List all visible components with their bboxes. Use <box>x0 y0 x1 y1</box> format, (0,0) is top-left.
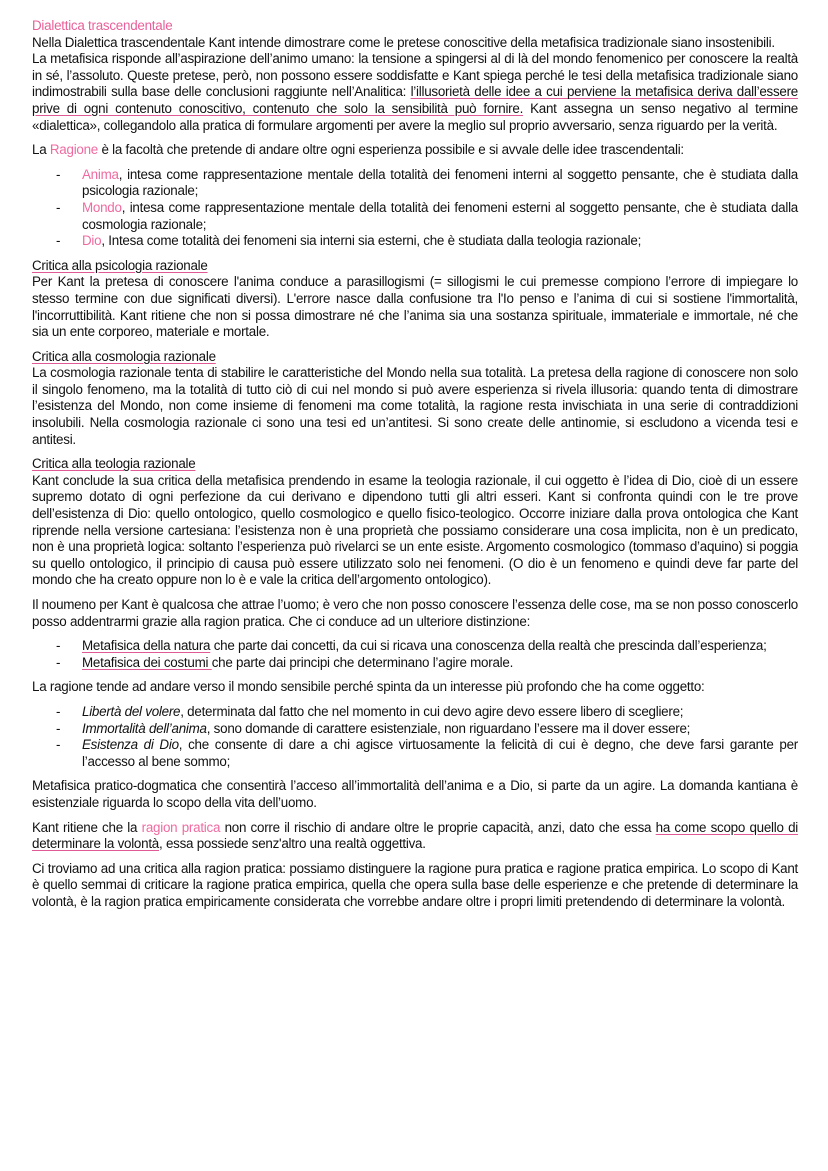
list-item <box>82 737 798 770</box>
text-run: , determinata dal fatto che nel momento in cui devo agire devo essere libero di scegliere; <box>180 703 684 719</box>
italic-term: Esistenza di Dio <box>82 737 179 753</box>
text-run: Ci troviamo ad una critica alla ragion pratica: possiamo distinguere la ragione pura pratica e ragione pratica empirica. Lo scopo di Kant è quello semmai di criticare la ragione pratica empirica, quella che opera sulla base delle esperienze e che pretende di determinare la volontà, è la ragion pratica empiricamente considerata che vorrebbe andare oltre i propri limiti pretendendo di determinare la volontà. <box>32 860 798 909</box>
italic-term: Immortalità dell’anima <box>82 720 207 736</box>
document-title: Dialettica trascendentale <box>32 18 173 33</box>
text-run: non corre il rischio di andare oltre le proprie capacità, anzi, dato che essa <box>220 819 656 835</box>
paragraph <box>32 18 798 35</box>
list-item <box>82 655 798 672</box>
section-heading: Critica alla psicologia razionale <box>32 257 208 273</box>
text-run: Metafisica pratico-dogmatica che consentirà l’acceso all’immortalità dell’anima e a Dio, si parte da un agire. La domanda kantiana è esistenziale riguarda lo scopo della vita dell’uomo. <box>32 778 798 810</box>
bullet-list <box>32 167 798 250</box>
highlighted-term: Anima <box>82 166 119 182</box>
text-run: , essa possiede senz'altro una realtà oggettiva. <box>159 836 426 852</box>
paragraph <box>32 778 798 811</box>
document-page <box>32 18 798 919</box>
paragraph <box>32 35 798 52</box>
text-run: Per Kant la pretesa di conoscere l'anima conduce a parasillogismi (= sillogismi le cui premesse compiono l’errore di impiegare lo stesso termine con due significati diversi). L'errore nasce dalla confusione tra l'Io penso e l’anima di cui si sostiene l'immortalità, l'incorruttibilità. Kant ritiene che non si possa dimostrare né che l’anima sia una sostanza spirituale, immateriale e immortale, né che sia un ente corporeo, materiale e mortale. <box>32 274 798 340</box>
text-run: , che consente di dare a chi agisce virtuosamente la felicità di cui è degno, che deve farsi garante per l’accesso al bene sommo; <box>82 737 798 769</box>
bullet-list <box>32 704 798 770</box>
italic-term: Libertà del volere <box>82 703 181 719</box>
paragraph <box>32 820 798 853</box>
paragraph <box>32 142 798 159</box>
paragraph <box>32 861 798 911</box>
list-item <box>82 233 798 250</box>
text-run: Kant ritiene che la <box>32 819 142 835</box>
highlighted-term: Dio <box>82 233 102 249</box>
highlighted-term: Ragione <box>49 142 99 158</box>
text-run: La cosmologia razionale tenta di stabilire le caratteristiche del Mondo nella sua totalità. La pretesa della ragione di conoscere non solo il singolo fenomeno, ma la totalità di tutto ciò di cui nel mondo si può avere esperienza si rivela illusoria: quando tenta di dimostrare l’esistenza del Mondo, non come insieme di fenomeni ma come totalità, la ragione resta invischiata in una serie di contraddizioni insolubili. Nella cosmologia razionale ci sono una tesi ed un’antitesi. Si sono create delle antinomie, si escludono a vicenda tesi e antitesi. <box>32 365 798 447</box>
paragraph <box>32 597 798 630</box>
list-item <box>82 704 798 721</box>
text-run: La metafisica risponde all’aspirazione dell’animo umano: la tensione a spingersi al di là del mondo fenomenico per conoscere la realtà in sé, l’assoluto. Queste pretese, però, non possono essere soddisfatte e Kant spiega perché le tesi della metafisica tradizionale siano indimostrabili sulla base delle conclusioni raggiunte nell’Analitica: <box>32 51 798 100</box>
highlighted-term: Mondo <box>82 199 122 215</box>
list-item <box>82 167 798 200</box>
section <box>32 349 798 449</box>
text-run: è la facoltà che pretende di andare oltre ogni esperienza possibile e si avvale delle idee trascendentali: <box>98 142 684 158</box>
highlighted-term: ragion pratica <box>141 819 221 835</box>
text-run: Nella Dialettica trascendentale Kant intende dimostrare come le pretese conoscitive della metafisica tradizionale siano insostenibili. <box>32 34 775 50</box>
list-item <box>82 721 798 738</box>
text-run: , Intesa come totalità dei fenomeni sia interni sia esterni, che è studiata dalla teologia razionale; <box>101 233 642 249</box>
section-heading: Critica alla teologia razionale <box>32 456 196 472</box>
underlined-text: Metafisica dei costumi <box>82 654 212 670</box>
paragraph <box>32 679 798 696</box>
section <box>32 258 798 341</box>
underlined-text: ha come scopo quello di determinare la volontà <box>32 819 798 852</box>
section-heading: Critica alla cosmologia razionale <box>32 348 216 364</box>
list-item <box>82 638 798 655</box>
underlined-text: l’illusorietà delle idee a cui perviene la metafisica deriva dall’essere prive di ogni contenuto conoscitivo, contenuto che solo la sensibilità può fornire. <box>32 84 799 116</box>
list-item <box>82 200 798 233</box>
text-run: La ragione tende ad andare verso il mondo sensibile perché spinta da un interesse più profondo che ha come oggetto: <box>32 679 705 695</box>
paragraph <box>32 51 798 134</box>
underlined-text: Metafisica della natura <box>82 638 211 654</box>
text-run: Il noumeno per Kant è qualcosa che attrae l’uomo; è vero che non posso conoscere l’essenza delle cose, ma se non posso conoscerlo posso addentrarmi grazie alla ragion pratica. Che ci conduce ad un ulteriore distinzione: <box>32 597 798 629</box>
text-run: Kant conclude la sua critica della metafisica prendendo in esame la teologia razionale, il cui oggetto è l’idea di Dio, cioè di un essere supremo dotato di ogni perfezione da cui derivano e dipendono tutti gli altri esseri. Kant si confronta quindi con le tre prove dell’esistenza di Dio: quello ontologico, quello cosmologico e quello fisico-teologico. Occorre iniziare dalla prova ontologica che Kant riprende nella versione cartesiana: l’esistenza non è una proprietà che possiamo considerare una cosa implicita, non è un predicato, non è una proprietà logica: soltanto l’esperienza può rivelarci se un ente esiste. Argomento cosmologico (tommaso d’aquino) si poggia su quello ontologico, il principio di causa può essere utilizzato solo nei fenomeni. (O dio è un fenomeno e quindi deve far parte del mondo che ha creato oppure non lo è e vale la critica dell’argomento ontologico). <box>32 472 798 588</box>
section <box>32 456 798 589</box>
text-run: La <box>32 142 50 158</box>
text-run: Kant assegna un senso negativo al termine «dialettica», collegandolo alla pratica di formulare argomenti per avere la meglio sul proprio avversario, senza riguardo per la verità. <box>32 100 798 133</box>
text-run: che parte dai concetti, da cui si ricava una conoscenza della realtà che prescinda dall’esperienza; <box>210 638 767 654</box>
text-run: che parte dai principi che determinano l’agire morale. <box>211 654 514 670</box>
text-run: , intesa come rappresentazione mentale della totalità dei fenomeni esterni al soggetto pensante, che è studiata dalla cosmologia razionale; <box>82 199 798 232</box>
bullet-list <box>32 638 798 671</box>
text-run: , intesa come rappresentazione mentale della totalità dei fenomeni interni al soggetto pensante, che è studiata dalla psicologia razionale; <box>82 166 798 199</box>
text-run: , sono domande di carattere esistenziale, non riguardano l’essere ma il dover essere; <box>206 720 691 736</box>
